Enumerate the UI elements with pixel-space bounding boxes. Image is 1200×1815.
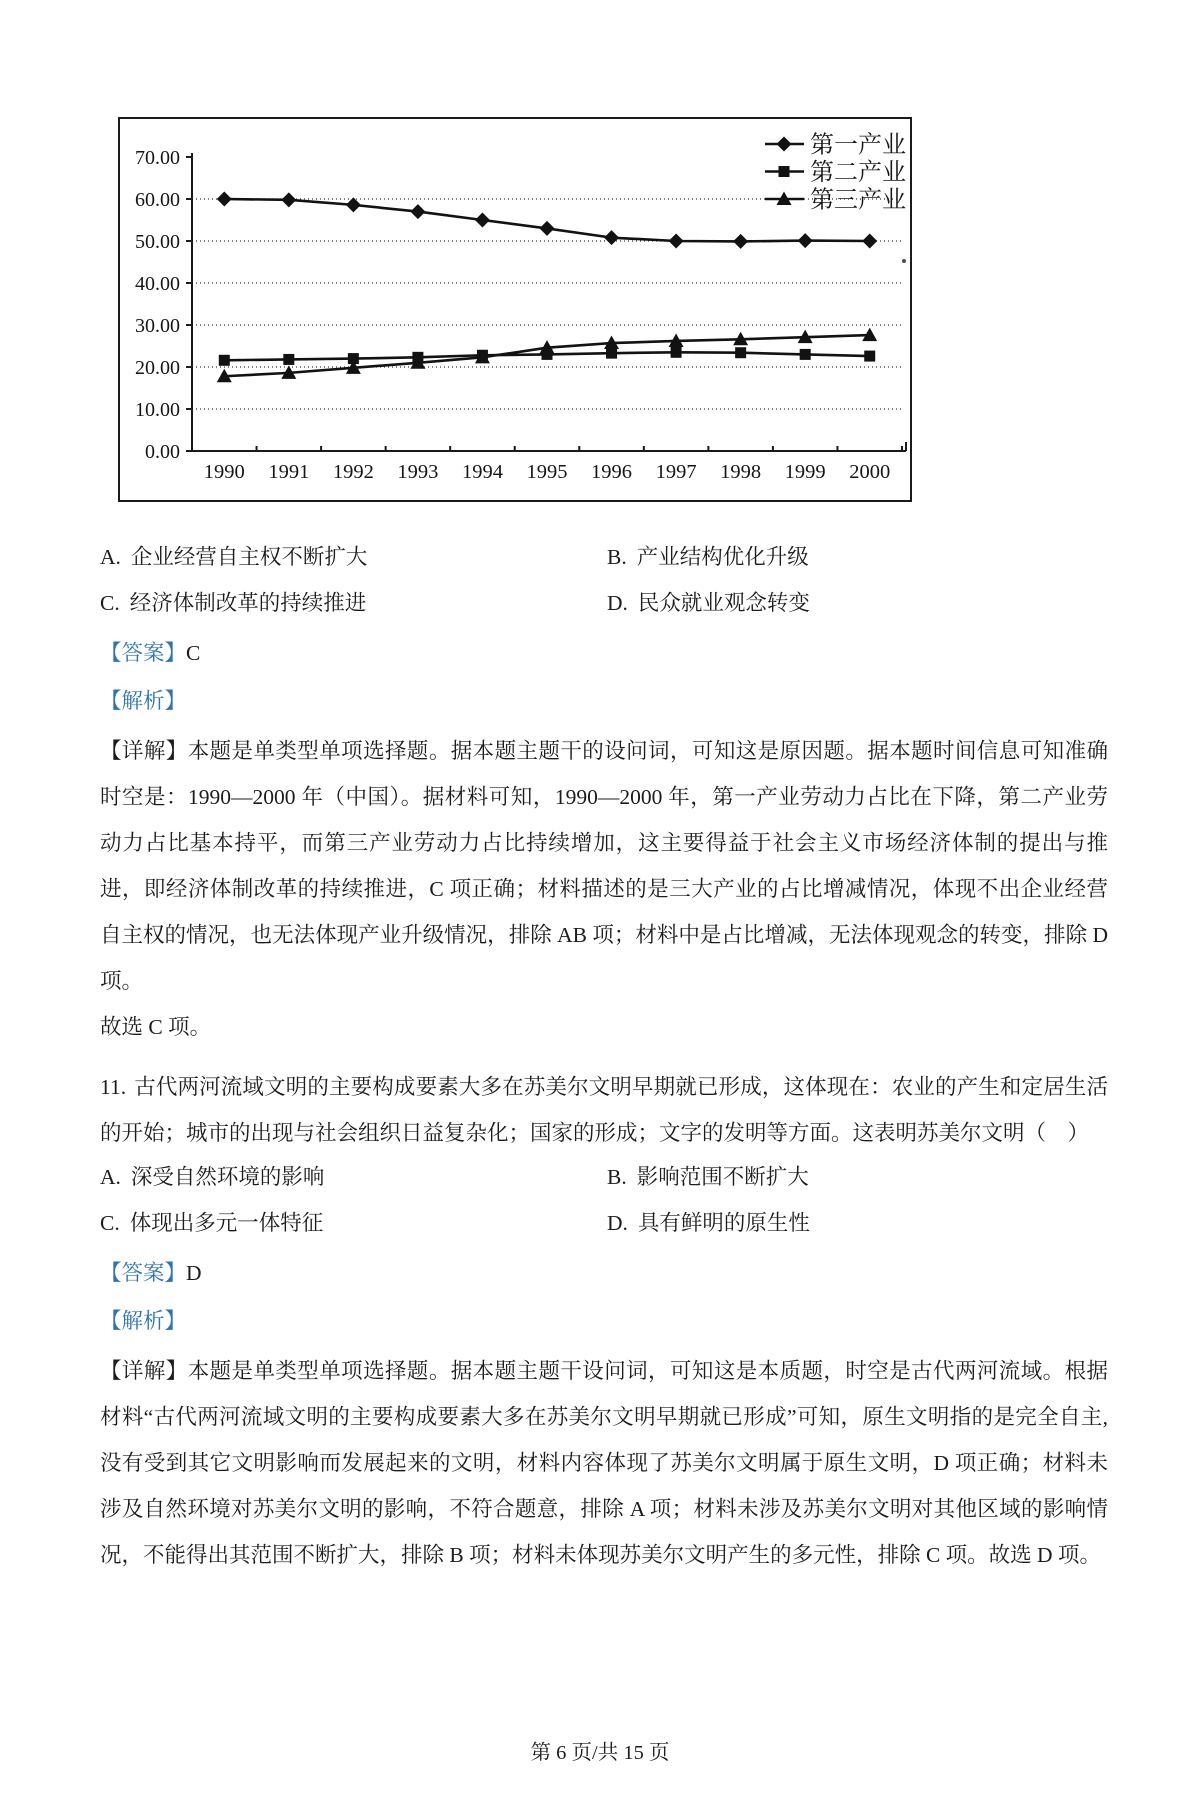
square-marker-icon [283,354,294,365]
analysis-label: 【解析】 [100,1309,187,1333]
q10-option-b [607,542,809,572]
y-tick-label: 50.00 [135,231,180,253]
q11-stem [100,1064,1108,1156]
q11-option-d [607,1208,810,1238]
y-tick-label: 10.00 [135,399,180,421]
x-tick-label: 1990 [203,461,245,483]
diamond-marker-icon [862,234,877,249]
answer-value: C [186,641,201,665]
option-text: 企业经营自主权不断扩大 [130,545,368,569]
diamond-marker-icon [669,234,684,249]
option-key: C. [100,1211,120,1235]
q10-options-row-ab [100,542,1108,572]
option-key: B. [607,545,627,569]
x-tick-label: 2000 [849,461,891,483]
q10-option-a [100,542,607,572]
option-key: A. [100,1165,121,1189]
square-marker-icon [800,349,811,360]
q11-analysis-line [100,1306,1108,1336]
q10-detail-paragraph [100,728,1108,1050]
diamond-marker-icon [475,213,490,228]
diamond-marker-icon [777,137,792,152]
detail-text: 【详解】本题是单类型单项选择题。据本题主题干的设问词，可知这是原因题。据本题时间信息可知准确时空是：1990—2000 年（中国）。据材料可知，1990—2000 年，第一产业劳动力占比在下降，第二产业劳动力占比基本持平，而第三产业劳动力占比持续增加，这主要得益于社会主义市场经济体制的提出与推进，即经济体制改革的持续推进，C 项正确；材料描述的是三大产业的占比增减情况，体现不出企业经营自主权的情况，也无法体现产业升级情况，排除 AB 项；材料中是占比增减，无法体现观念的转变，排除 D 项。 [100,739,1108,993]
option-key: D. [607,1211,628,1235]
question-text: 古代两河流域文明的主要构成要素大多在苏美尔文明早期就已形成，这体现在：农业的产生和定居生活的开始；城市的出现与社会组织日益复杂化；国家的形成；文字的发明等方面。这表明苏美尔文明（ ） [100,1075,1108,1145]
q11-option-a [100,1162,607,1192]
diamond-marker-icon [281,192,296,207]
option-text: 深受自然环境的影响 [130,1165,325,1189]
option-text: 经济体制改革的持续推进 [129,591,367,615]
option-text: 产业结构优化升级 [636,545,809,569]
answer-label: 【答案】 [100,641,187,665]
diamond-marker-icon [540,221,555,236]
q11-detail-paragraph [100,1348,1108,1578]
square-marker-icon [671,347,682,358]
q10-analysis-line [100,686,1108,716]
x-tick-label: 1994 [461,461,503,483]
option-text: 体现出多元一体特征 [129,1211,324,1235]
q11-answer-line [100,1258,1108,1288]
q11-option-b [607,1162,809,1192]
x-tick-label: 1991 [268,461,310,483]
square-marker-icon [864,351,875,362]
square-marker-icon [606,348,617,359]
y-tick-label: 30.00 [135,315,180,337]
y-tick-label: 40.00 [135,273,180,295]
diamond-marker-icon [798,233,813,248]
page-footer: 第 6 页/共 15 页 [530,1742,670,1764]
q10-option-d [607,588,810,618]
x-tick-label: 1992 [332,461,374,483]
diamond-marker-icon [410,204,425,219]
option-key: A. [100,545,121,569]
square-marker-icon [779,166,790,177]
q10-answer-line [100,638,1108,668]
diamond-marker-icon [733,234,748,249]
option-key: C. [100,591,120,615]
detail-text: 【详解】本题是单类型单项选择题。据本题主题干设问词，可知这是本质题，时空是古代两河流域。根据材料“古代两河流域文明的主要构成要素大多在苏美尔文明早期就已形成”可知，原生文明指的是完全自主,没有受到其它文明影响而发展起来的文明，材料内容体现了苏美尔文明属于原生文明，D 项正确；材料未涉及自然环境对苏美尔文明的影响，不符合题意，排除 A 项；材料未涉及苏美尔文明对其他区域的影响情况，不能得出其范围不断扩大，排除 B 项；材料未体现苏美尔文明产生的多元性，排除 C 项。故选 D 项。 [100,1359,1108,1567]
option-text: 影响范围不断扩大 [636,1165,809,1189]
y-tick-label: 20.00 [135,357,180,379]
y-tick-label: 60.00 [135,189,180,211]
print-speck-dot [902,259,906,263]
legend-label: 第二产业 [810,160,906,186]
y-tick-label: 0.00 [145,441,180,463]
industry-share-chart [118,117,912,502]
option-text: 具有鲜明的原生性 [637,1211,810,1235]
legend-label: 第三产业 [810,187,906,214]
x-tick-label: 1997 [655,461,697,483]
q10-options-row-cd [100,588,1108,618]
option-key: D. [607,591,628,615]
square-marker-icon [735,347,746,358]
q10-option-c [100,588,607,618]
x-tick-label: 1993 [397,461,439,483]
option-text: 民众就业观念转变 [637,591,810,615]
legend-label: 第一产业 [810,132,906,159]
y-tick-label: 70.00 [135,147,180,169]
x-tick-label: 1996 [591,461,633,483]
answer-label: 【答案】 [100,1261,187,1285]
answer-value: D [186,1261,202,1285]
exam-page [0,117,1200,1815]
question-number: 11. [100,1075,127,1099]
square-marker-icon [219,355,230,366]
x-tick-label: 1999 [784,461,826,483]
q11-options-row-cd [100,1208,1108,1238]
diamond-marker-icon [217,192,232,207]
q11-options-row-ab [100,1162,1108,1192]
diamond-marker-icon [604,230,619,245]
q11-option-c [100,1208,607,1238]
x-tick-label: 1998 [720,461,762,483]
industry-share-chart-svg [120,119,909,499]
diamond-marker-icon [346,197,361,212]
x-tick-label: 1995 [526,461,568,483]
option-key: B. [607,1165,627,1189]
detail-conclusion: 故选 C 项。 [100,1015,212,1039]
analysis-label: 【解析】 [100,689,187,713]
